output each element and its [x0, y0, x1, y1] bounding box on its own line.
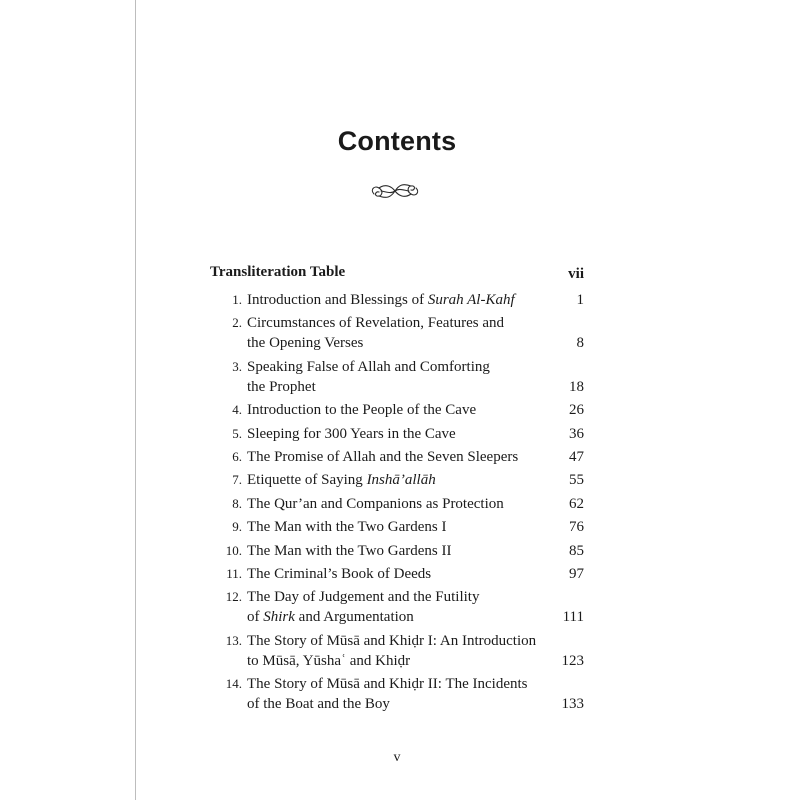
toc-entry-title — [247, 313, 504, 353]
toc-entry-title — [247, 357, 490, 397]
toc-page-number: vii — [568, 266, 584, 282]
toc-title-text: Introduction and Blessings of — [247, 292, 428, 308]
toc-entry-number: 6. — [232, 448, 242, 464]
toc-title-text: the Opening Verses — [247, 335, 364, 352]
toc-entry-number: 11. — [226, 565, 242, 581]
toc-page-number: 123 — [561, 652, 584, 669]
toc-entry-title — [247, 424, 456, 444]
toc-entry-title — [247, 587, 479, 627]
toc-entry-number: 7. — [232, 472, 242, 488]
toc-entry[interactable] — [210, 470, 584, 490]
book-gutter-line — [135, 0, 136, 800]
toc-entry-number: 9. — [232, 519, 242, 535]
toc-entry-title — [247, 541, 451, 561]
toc-title-italic: Inshā’allāh — [366, 472, 436, 489]
toc-entry-number: 10. — [225, 542, 242, 558]
toc-entry-title: Transliteration Table — [210, 264, 346, 280]
page-title: Contents — [337, 126, 457, 156]
toc-entry[interactable] — [210, 400, 584, 420]
toc-entry-number: 3. — [232, 358, 242, 374]
toc-page-number: 47 — [569, 448, 584, 465]
toc-title-italic: Surah Al-Kahf — [427, 292, 515, 308]
toc-title-text: Introduction to the People of the Cave — [247, 402, 477, 419]
toc-page-number: 1 — [576, 292, 584, 308]
toc-entry-title — [247, 631, 536, 671]
toc-title-text: Speaking False of Allah and Comforting — [247, 358, 490, 375]
toc-entry-number: 1. — [232, 292, 242, 307]
toc-entry[interactable] — [210, 424, 584, 444]
toc-page-number: 36 — [569, 425, 584, 442]
toc-title-text: Circumstances of Revelation, Features and — [247, 315, 505, 332]
toc-title-text: The Story of Mūsā and Khiḍr I: An Introduction — [247, 632, 537, 649]
flourish-ornament-icon — [369, 180, 421, 202]
toc-entry[interactable] — [210, 631, 584, 671]
toc-title-text: The Qur’an and Companions as Protection — [247, 495, 504, 512]
toc-page-number: 55 — [569, 472, 584, 489]
toc-entry-title — [247, 517, 446, 537]
toc-entry[interactable] — [210, 447, 584, 467]
toc-entry-number: 4. — [232, 402, 242, 418]
toc-page-number: 62 — [569, 495, 584, 512]
toc-title-text: of the Boat and the Boy — [247, 696, 390, 713]
toc-title-text: Sleeping for 300 Years in the Cave — [247, 425, 456, 442]
toc-title-text: to Mūsā, Yūshaʿ and Khiḍr — [247, 652, 411, 669]
toc-title-text: The Criminal’s Book of Deeds — [247, 565, 432, 582]
toc-entry-title — [247, 447, 518, 467]
toc-entry-title — [247, 400, 476, 420]
toc-entry[interactable] — [210, 674, 584, 714]
toc-page-number: 111 — [562, 609, 584, 626]
toc-entry-title — [247, 470, 436, 490]
page-number: v — [393, 750, 401, 765]
toc-page-number: 85 — [569, 542, 584, 559]
toc-entry-number: 8. — [232, 495, 242, 511]
toc-page-number: 133 — [561, 696, 584, 713]
toc-page-number: 97 — [569, 565, 584, 582]
toc-page-number: 8 — [576, 335, 584, 352]
toc-entry[interactable] — [210, 541, 584, 561]
toc-title-text: Etiquette of Saying — [247, 472, 367, 489]
toc-entry-title — [247, 494, 504, 514]
toc-title-text: the Prophet — [247, 378, 316, 395]
toc-page-number: 18 — [569, 378, 584, 395]
toc-title-text: The Day of Judgement and the Futility — [247, 589, 480, 606]
toc-title-text: and Argumentation — [294, 609, 414, 626]
toc-entry-title — [247, 674, 528, 714]
table-of-contents — [210, 262, 584, 717]
toc-entry-number: 5. — [232, 425, 242, 441]
toc-page-number: 76 — [569, 519, 584, 536]
toc-title-text: The Story of Mūsā and Khiḍr II: The Incidents — [247, 676, 528, 693]
toc-entry-title — [247, 290, 515, 310]
toc-entry-number: 14. — [225, 676, 242, 692]
toc-page-number: 26 — [569, 402, 584, 419]
toc-title-text: of — [247, 609, 264, 626]
toc-title-text: The Man with the Two Gardens I — [247, 519, 447, 536]
toc-entry[interactable] — [210, 494, 584, 514]
toc-entry-title — [247, 564, 431, 584]
toc-entry-number: 12. — [225, 589, 242, 605]
toc-title-text: The Promise of Allah and the Seven Sleepers — [247, 448, 519, 465]
toc-title-italic: Shirk — [263, 609, 295, 626]
toc-entry-transliteration[interactable] — [210, 262, 584, 284]
toc-entry[interactable] — [210, 587, 584, 627]
toc-title-text: The Man with the Two Gardens II — [247, 542, 452, 559]
toc-entry[interactable] — [210, 313, 584, 353]
toc-entry[interactable] — [210, 290, 584, 310]
toc-entry[interactable] — [210, 564, 584, 584]
toc-entry[interactable] — [210, 517, 584, 537]
toc-entry[interactable] — [210, 357, 584, 397]
toc-entry-number: 13. — [225, 632, 242, 648]
toc-entry-number: 2. — [232, 315, 242, 331]
